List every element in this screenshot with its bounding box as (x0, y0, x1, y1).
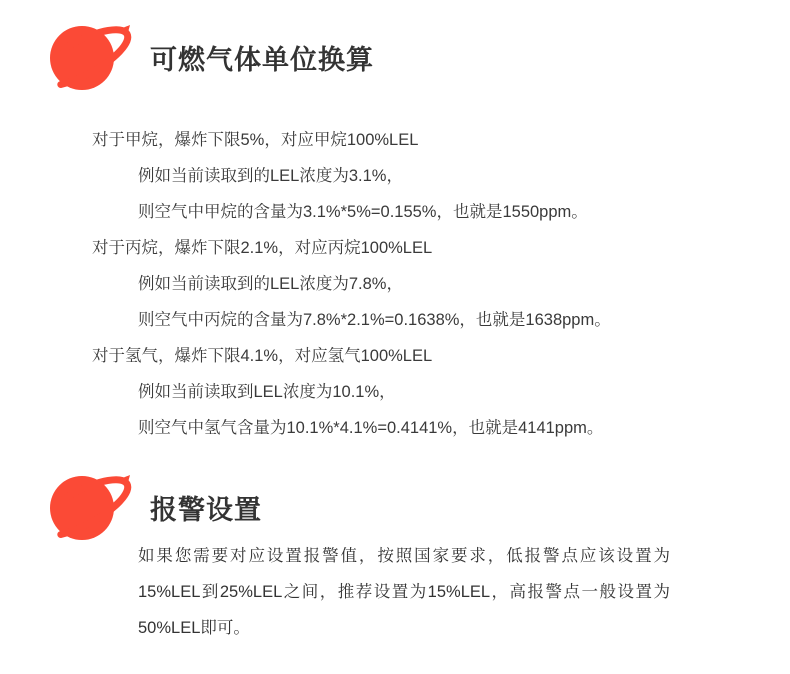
section-title: 报警设置 (150, 494, 262, 525)
section-body-gas-unit-conversion (0, 122, 790, 446)
text-line: 例如当前读取到LEL浓度为10.1%， (138, 383, 396, 401)
text-line: 对于丙烷，爆炸下限2.1%，对应丙烷100%LEL (92, 239, 433, 257)
text-line: 则空气中甲烷的含量为3.1%*5%=0.155%，也就是1550ppm。 (138, 203, 588, 221)
text-line: 例如当前读取到的LEL浓度为7.8%， (138, 275, 403, 293)
section-title: 可燃气体单位换算 (150, 44, 374, 75)
text-line: 对于氢气，爆炸下限4.1%，对应氢气100%LEL (92, 347, 433, 365)
text-line: 则空气中氢气含量为10.1%*4.1%=0.4141%，也就是4141ppm。 (138, 419, 604, 437)
text-paragraph: 如果您需要对应设置报警值，按照国家要求，低报警点应该设置为15%LEL到25%LEL之间，推荐设置为15%LEL，高报警点一般设置为50%LEL即可。 (138, 547, 670, 637)
text-line: 对于甲烷，爆炸下限5%，对应甲烷100%LEL (92, 131, 419, 149)
section-body-alarm-settings (0, 538, 790, 646)
section-heading-gas-unit-conversion (28, 12, 374, 108)
text-line: 例如当前读取到的LEL浓度为3.1%， (138, 167, 403, 185)
text-line: 则空气中丙烷的含量为7.8%*2.1%=0.1638%，也就是1638ppm。 (138, 311, 611, 329)
planet-icon (28, 12, 136, 108)
